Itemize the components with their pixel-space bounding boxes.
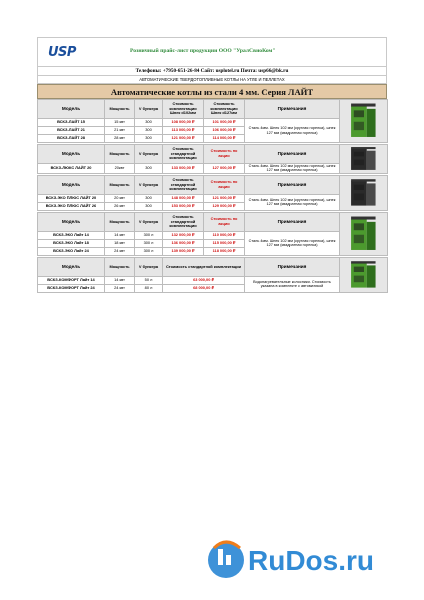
bunker-volume: 300 (135, 202, 163, 210)
boiler-image (347, 215, 381, 253)
boiler-photo-cell (340, 145, 388, 174)
price-primary: 136 000,00 ₽ (163, 239, 204, 247)
sheet-header (37, 37, 387, 67)
column-header: V бункера (135, 100, 163, 119)
column-header: Мощность (105, 145, 135, 164)
bunker-volume: 300 (135, 119, 163, 127)
section-header-row (38, 257, 388, 276)
power-value: 14 квт (105, 276, 135, 284)
price-list-title: Розничный прайс-лист продукции ООО "УралСвиоКом" (130, 48, 276, 54)
boiler-image (347, 178, 381, 208)
model-name: ВСКЗ-КОМФОРТ Лайт 24 (38, 284, 105, 292)
column-header: Мощность (105, 257, 135, 276)
column-header: Стоимость стандартной комплектации (163, 257, 245, 276)
price-secondary: 127 000,00 ₽ (204, 164, 245, 174)
model-name: ВСКЗ-ЭКО Лайт 18 (38, 239, 105, 247)
boiler-photo-cell (340, 175, 388, 210)
price-primary: 139 000,00 ₽ (163, 247, 204, 255)
power-value: 26 квт (105, 202, 135, 210)
category-subtitle: АВТОМАТИЧЕСКИЕ ТВЕРДОТОПЛИВНЫЕ КОТЛЫ НА УГЛЕ И ПЕЛЛЕТАХ (37, 76, 387, 84)
section-header-row (38, 212, 388, 231)
column-header: Модель (38, 145, 105, 164)
column-header: V бункера (135, 145, 163, 164)
model-name: ВСКЗ-ЭКО Лайт 24 (38, 247, 105, 255)
price-secondary: 110 000,00 ₽ (204, 231, 245, 239)
model-name: ВСКЗ-ЭКО Лайт 14 (38, 231, 105, 239)
price-sheet (37, 37, 387, 293)
column-header: Стоимость комплектации Шнек d102мм (163, 100, 204, 119)
bunker-volume: 300 (135, 127, 163, 135)
model-name: ВСКЗ-ЭКО ПЛЮС ЛАЙТ 20 (38, 194, 105, 202)
column-header: Стоимость по акции (204, 175, 245, 194)
section-header-row (38, 175, 388, 194)
column-header: Модель (38, 257, 105, 276)
boiler-photo-cell (340, 100, 388, 143)
notes-cell: Сталь 4мм. Шнек 102 мм (круглая горелка), шнек 127 мм (квадратная горелка) (245, 164, 340, 174)
contacts-line: Телефоны: +7950-651-26-84 Сайт: usplotel.ru Почта: usp66@bk.ru (37, 67, 387, 76)
power-value: 20квт (105, 164, 135, 174)
power-value: 20 квт (105, 194, 135, 202)
price-primary: 113 000,00 ₽ (163, 127, 204, 135)
column-header: Примечания (245, 257, 340, 276)
notes-cell: Сталь 4мм. Шнек 102 мм (круглая горелка), шнек 127 мм (квадратная горелка) (245, 194, 340, 210)
boiler-photo-cell (340, 212, 388, 255)
price-primary: 133 000,00 ₽ (163, 164, 204, 174)
power-value: 21 квт (105, 127, 135, 135)
price-secondary: 118 000,00 ₽ (204, 247, 245, 255)
model-name: ВСКЗ-КОМФОРТ Лайт 14 (38, 276, 105, 284)
column-header: Мощность (105, 175, 135, 194)
price-primary: 132 000,00 ₽ (163, 231, 204, 239)
column-header: V бункера (135, 175, 163, 194)
bunker-volume: 300 л (135, 231, 163, 239)
price-standard: 63 000,00 ₽ (163, 276, 245, 284)
price-primary: 108 000,00 ₽ (163, 119, 204, 127)
notes-cell: Сталь 4мм. Шнек 102 мм (круглая горелка), шнек 127 мм (квадратная горелка) (245, 231, 340, 255)
table-row (38, 194, 388, 202)
section-header-row (38, 145, 388, 164)
notes-cell: Водонагревательные колосники. Стоимость указана в комплекте с автоматикой (245, 276, 340, 292)
notes-cell: Сталь 4мм. Шнек 102 мм (круглая горелка), шнек 127 мм (квадратная горелка) (245, 119, 340, 143)
price-secondary: 121 000,00 ₽ (204, 194, 245, 202)
bunker-volume: 300 (135, 135, 163, 143)
column-header: Примечания (245, 145, 340, 164)
column-header: Модель (38, 100, 105, 119)
bunker-volume: 80 л (135, 284, 163, 292)
series-banner: Автоматические котлы из стали 4 мм. Серия ЛАЙТ (37, 84, 387, 99)
power-value: 24 квт (105, 247, 135, 255)
model-name: ВСКЗ-ЛАЙТ 21 (38, 127, 105, 135)
bunker-volume: 300 (135, 194, 163, 202)
price-secondary: 129 000,00 ₽ (204, 202, 245, 210)
boiler-photo-cell (340, 257, 388, 292)
column-header: Стоимость стандартной комплектации (163, 212, 204, 231)
column-header: V бункера (135, 212, 163, 231)
model-name: ВСКЗ-ЭКО ПЛЮС ЛАЙТ 26 (38, 202, 105, 210)
company-logo: USP (48, 45, 76, 60)
column-header: Мощность (105, 212, 135, 231)
watermark-logo (208, 542, 374, 578)
table-row (38, 231, 388, 239)
price-secondary: 115 000,00 ₽ (204, 239, 245, 247)
column-header: V бункера (135, 257, 163, 276)
price-secondary: 101 000,00 ₽ (204, 119, 245, 127)
column-header: Модель (38, 175, 105, 194)
column-header: Модель (38, 212, 105, 231)
column-header: Стоимость по акции (204, 212, 245, 231)
boiler-image (347, 260, 381, 290)
column-header: Примечания (245, 175, 340, 194)
table-row (38, 164, 388, 174)
boiler-image (347, 102, 381, 140)
bunker-volume: 50 л (135, 276, 163, 284)
price-table (37, 99, 388, 293)
power-value: 18 квт (105, 239, 135, 247)
price-secondary: 106 000,00 ₽ (204, 127, 245, 135)
bunker-volume: 300 (135, 164, 163, 174)
model-name: ВСКЗ-ЛЮКС ЛАЙТ 20 (38, 164, 105, 174)
column-header: Стоимость стандартной комплектации (163, 175, 204, 194)
column-header: Мощность (105, 100, 135, 119)
column-header: Стоимость по акции (204, 145, 245, 164)
model-name: ВСКЗ-ЛАЙТ 15 (38, 119, 105, 127)
power-value: 15 квт (105, 119, 135, 127)
section-header-row (38, 100, 388, 119)
model-name: ВСКЗ-ЛАЙТ 28 (38, 135, 105, 143)
price-primary: 153 000,00 ₽ (163, 202, 204, 210)
price-primary: 121 000,00 ₽ (163, 135, 204, 143)
price-standard: 68 000,00 ₽ (163, 284, 245, 292)
bunker-volume: 300 л (135, 247, 163, 255)
power-value: 28 квт (105, 135, 135, 143)
column-header: Стоимость стандартной комплектации (163, 145, 204, 164)
watermark-text: RuDos.ru (248, 545, 374, 576)
column-header: Примечания (245, 100, 340, 119)
boiler-image (347, 146, 381, 172)
power-value: 14 квт (105, 231, 135, 239)
column-header: Стоимость комплектации Шнек d127мм (204, 100, 245, 119)
price-primary: 148 000,00 ₽ (163, 194, 204, 202)
table-row (38, 276, 388, 284)
price-secondary: 114 000,00 ₽ (204, 135, 245, 143)
bunker-volume: 300 л (135, 239, 163, 247)
table-row (38, 119, 388, 127)
column-header: Примечания (245, 212, 340, 231)
power-value: 24 квт (105, 284, 135, 292)
